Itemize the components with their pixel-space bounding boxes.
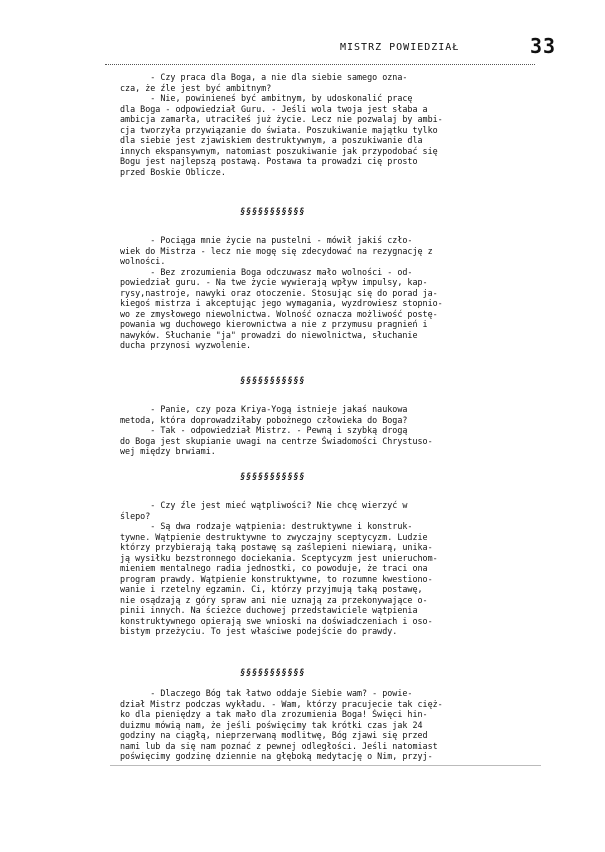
text-line: kiegoś mistrza i akceptując jego wymagania, wyzdrowiesz stopnio-	[120, 298, 443, 308]
paragraph-block	[120, 404, 556, 457]
text-line: do Boga jest skupianie uwagi na centrze Świadomości Chrystuso-	[120, 435, 433, 446]
text-line: nawyków. Słuchanie "ja" prowadzi do niewolnictwa, słuchanie	[120, 329, 418, 340]
section-separator: §§§§§§§§§§§	[240, 472, 306, 482]
text-line: tywne. Wątpienie destruktywne to zwyczajny sceptycyzm. Ludzie	[120, 531, 428, 542]
text-line: program prawdy. Wątpienie konstruktywne, to rozumne kwestiono-	[120, 573, 433, 584]
paragraph-block	[120, 72, 556, 177]
text-line: - Tak - odpowiedział Mistrz. - Pewną i szybką drogą	[120, 425, 408, 435]
text-line: powiedział guru. - Na twe życie wywierają wpływ impulsy, kap-	[120, 277, 428, 287]
text-line: ją wysiłku bezstronnego dociekania. Sceptycyzm jest unieruchom-	[120, 552, 438, 563]
text-line: duizmu mówią nam, że jeśli poświęcimy tak krótki czas jak 24	[120, 719, 423, 730]
text-line: dla siebie jest zjawiskiem destruktywnym, a poszukiwanie dla	[120, 135, 423, 145]
text-line: poświęcimy godzinę dziennie na głęboką medytację o Nim, przyj-	[120, 751, 433, 761]
text-line: - Czy praca dla Boga, a nie dla siebie samego ozna-	[120, 72, 408, 82]
text-line: - Nie, powinieneś być ambitnym, by udoskonalić pracę	[120, 93, 413, 103]
text-line: godziny na ciągłą, nieprzerwaną modlitwę, Bóg zjawi się przed	[120, 730, 428, 740]
header-rule	[105, 64, 535, 65]
text-line: cja tworzyła przywiązanie do świata. Poszukiwanie majątku tylko	[120, 124, 438, 135]
text-line: przed Boskie Oblicze.	[120, 166, 226, 177]
paragraph-block	[120, 500, 556, 637]
text-line: ślepo?	[120, 510, 151, 521]
text-line: mieniem mentalnego radia jednostki, co powoduje, że traci ona	[120, 563, 428, 573]
paragraph-block	[120, 235, 556, 351]
text-line: nie osądzają z góry spraw ani nie uznają za przekonywające o-	[120, 594, 428, 605]
text-line: - Są dwa rodzaje wątpienia: destruktywne i konstruk-	[120, 521, 413, 531]
text-line: wolności.	[120, 256, 166, 266]
text-line: ambicja zamarła, utraciłeś już życie. Lecz nie pozwalaj by ambi-	[120, 114, 443, 124]
text-line: powania wg duchowego kierownictwa a nie z przymusu pragnień i	[120, 319, 428, 329]
text-line: którzy przybierają taką postawę są zaślepieni niewiarą, unika-	[120, 542, 433, 552]
text-line: - Pociąga mnie życie na pustelni - mówił jakiś czło-	[120, 235, 413, 245]
section-separator: §§§§§§§§§§§	[240, 376, 306, 386]
text-line: ko dla pieniędzy a tak mało dla zrozumienia Boga! Święci hin-	[120, 709, 428, 719]
text-line: cza, że źle jest być ambitnym?	[120, 82, 272, 93]
section-separator: §§§§§§§§§§§	[240, 668, 306, 678]
text-line: dział Mistrz podczas wykładu. - Wam, którzy pracujecie tak cięż-	[120, 698, 443, 709]
text-line: wej między brwiami.	[120, 446, 216, 456]
text-line: rysy,nastroje, nawyki oraz otoczenie. Stosując się do porad ja-	[120, 287, 438, 298]
text-line: pinii innych. Na ścieżce duchowej przedstawiciele wątpienia	[120, 605, 418, 615]
text-line: - Czy źle jest mieć wątpliwości? Nie chcę wierzyć w	[120, 500, 408, 510]
section-separator: §§§§§§§§§§§	[240, 207, 306, 217]
text-line: dla Boga - odpowiedział Guru. - Jeśli wola twoja jest słaba a	[120, 103, 428, 114]
text-line: wiek do Mistrza - lecz nie mogę się zdecydować na rezygnację z	[120, 245, 433, 256]
text-line: konstruktywnego opierają swe wnioski na doświadczeniach i oso-	[120, 615, 433, 626]
text-line: ducha przynosi wyzwolenie.	[120, 340, 252, 350]
text-line: - Bez zrozumienia Boga odczuwasz mało wolności - od-	[120, 266, 413, 277]
running-title: MISTRZ POWIEDZIAŁ	[340, 42, 460, 53]
text-line: - Panie, czy poza Kriya-Yogą istnieje jakaś naukowa	[120, 404, 408, 414]
text-line: nami lub da się nam poznać z pewnej odległości. Jeśli natomiast	[120, 740, 438, 751]
text-line: metoda, która doprowadziłaby pobożnego człowieka do Boga?	[120, 414, 408, 425]
text-line: innych ekspansywnym, natomiast poszukiwanie jak przypodobać się	[120, 145, 438, 156]
bottom-rule	[110, 765, 541, 766]
page-number: 33	[530, 34, 557, 58]
paragraph-block	[120, 688, 556, 762]
text-line: - Dlaczego Bóg tak łatwo oddaje Siebie wam? - powie-	[120, 688, 413, 698]
text-line: Bogu jest najlepszą postawą. Postawa ta prowadzi cię prosto	[120, 156, 418, 166]
text-line: wanie i rzetelny egzamin. Ci, którzy przyjmują taką postawę,	[120, 584, 423, 594]
text-line: wo ze zmysłowego niewolnictwa. Wolność oznacza możliwość postę-	[120, 308, 438, 319]
text-line: bistym przeżyciu. To jest właściwe podejście do prawdy.	[120, 626, 398, 636]
